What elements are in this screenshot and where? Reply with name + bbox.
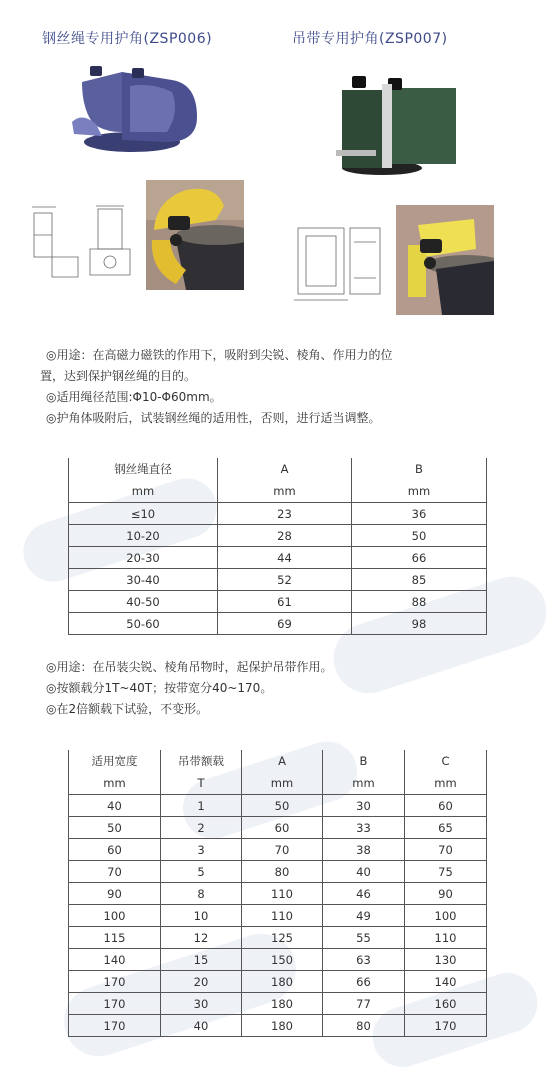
table-cell: 2 (161, 817, 242, 839)
table-cell: 55 (323, 927, 405, 949)
section-1-text (40, 345, 506, 429)
table-cell: 125 (242, 927, 323, 949)
table-row (69, 817, 487, 839)
table-cell: 40 (323, 861, 405, 883)
table-cell: 36 (352, 503, 487, 525)
table-cell: 85 (352, 569, 487, 591)
section-2-line: ◎用途：在吊装尖锐、棱角吊物时，起保护吊带作用。 (46, 660, 333, 674)
table-cell: 30 (323, 795, 405, 817)
wire-rope-spec-table (68, 458, 487, 635)
table-row (69, 949, 487, 971)
section-2-line: ◎按额载分1T~40T；按带宽分40~170。 (46, 681, 273, 695)
zsp006-usage-photo (146, 180, 244, 290)
table-cell: 20 (161, 971, 242, 993)
table-cell: 70 (242, 839, 323, 861)
table-cell: 66 (352, 547, 487, 569)
table-cell: 20-30 (69, 547, 218, 569)
table-cell: 170 (69, 1015, 161, 1037)
table-cell: 61 (218, 591, 352, 613)
table-row (69, 927, 487, 949)
table-cell: 44 (218, 547, 352, 569)
table-row (69, 591, 487, 613)
table-cell: 100 (69, 905, 161, 927)
table-row (69, 839, 487, 861)
table-header-cell: A (242, 750, 323, 772)
table-cell: 170 (405, 1015, 487, 1037)
table-cell: 130 (405, 949, 487, 971)
table-cell: 1 (161, 795, 242, 817)
table-cell: 180 (242, 1015, 323, 1037)
table-row (69, 971, 487, 993)
table-cell: 170 (69, 993, 161, 1015)
product-title-zsp006: 钢丝绳专用护角(ZSP006) (42, 31, 213, 47)
section-1-line: ◎用途：在高磁力磁铁的作用下，吸附到尖锐、棱角、作用力的位 (46, 348, 393, 362)
table-unit-cell: mm (323, 772, 405, 795)
table-row (69, 993, 487, 1015)
section-1-line: ◎护角体吸附后，试装钢丝绳的适用性，否则，进行适当调整。 (46, 411, 381, 425)
table-cell: 52 (218, 569, 352, 591)
zsp006-technical-drawing (30, 205, 138, 285)
table-cell: 110 (405, 927, 487, 949)
table-unit-cell: mm (242, 772, 323, 795)
section-2-line: ◎在2倍额载下试验，不变形。 (46, 702, 209, 716)
table-cell: 60 (405, 795, 487, 817)
table-cell: 50 (352, 525, 487, 547)
table-cell: 170 (69, 971, 161, 993)
table-row (69, 1015, 487, 1037)
table-row (69, 569, 487, 591)
table-cell: 140 (69, 949, 161, 971)
table-cell: 180 (242, 971, 323, 993)
table-cell: 75 (405, 861, 487, 883)
table-row (69, 613, 487, 635)
table-cell: 60 (69, 839, 161, 861)
table-row (69, 503, 487, 525)
table-cell: 15 (161, 949, 242, 971)
section-1-line: 置，达到保护钢丝绳的目的。 (40, 369, 197, 383)
table-unit-cell: T (161, 772, 242, 795)
table-cell: 12 (161, 927, 242, 949)
table-cell: 8 (161, 883, 242, 905)
table-cell: 30-40 (69, 569, 218, 591)
zsp006-product-photo (62, 62, 202, 162)
table-cell: 28 (218, 525, 352, 547)
table-cell: 115 (69, 927, 161, 949)
table-cell: 65 (405, 817, 487, 839)
table-cell: 5 (161, 861, 242, 883)
table-cell: 40 (69, 795, 161, 817)
table-row (69, 905, 487, 927)
table-unit-cell: mm (405, 772, 487, 795)
table-cell: 160 (405, 993, 487, 1015)
table-cell: 100 (405, 905, 487, 927)
section-2-text (46, 657, 506, 720)
section-1-line: ◎适用绳径范围:Φ10-Φ60mm。 (46, 390, 222, 404)
table-unit-cell: mm (69, 480, 218, 503)
table-cell: 69 (218, 613, 352, 635)
sling-spec-table (68, 750, 487, 1037)
table-cell: 50 (242, 795, 323, 817)
table-cell: 98 (352, 613, 487, 635)
table-unit-cell: mm (218, 480, 352, 503)
table-cell: 80 (242, 861, 323, 883)
table-cell: 70 (69, 861, 161, 883)
table-cell: 10 (161, 905, 242, 927)
table-header-cell: 吊带额载 (161, 750, 242, 772)
table-cell: 50-60 (69, 613, 218, 635)
table-unit-cell: mm (352, 480, 487, 503)
table-row (69, 795, 487, 817)
table-cell: 10-20 (69, 525, 218, 547)
table-unit-cell: mm (69, 772, 161, 795)
table-cell: 60 (242, 817, 323, 839)
table-cell: ≤10 (69, 503, 218, 525)
table-cell: 88 (352, 591, 487, 613)
zsp007-technical-drawing (288, 222, 388, 304)
table-cell: 110 (242, 883, 323, 905)
table-unit-row (69, 772, 487, 795)
table-cell: 66 (323, 971, 405, 993)
table-header-row (69, 750, 487, 772)
table-cell: 110 (242, 905, 323, 927)
table-header-cell: C (405, 750, 487, 772)
table-cell: 40-50 (69, 591, 218, 613)
table-cell: 3 (161, 839, 242, 861)
table-row (69, 861, 487, 883)
table-cell: 40 (161, 1015, 242, 1037)
zsp007-usage-photo (396, 205, 494, 315)
table-cell: 150 (242, 949, 323, 971)
table-cell: 63 (323, 949, 405, 971)
table-cell: 70 (405, 839, 487, 861)
table-header-cell: B (323, 750, 405, 772)
table-row (69, 525, 487, 547)
table-cell: 38 (323, 839, 405, 861)
table-cell: 49 (323, 905, 405, 927)
table-header-cell: B (352, 458, 487, 480)
product-title-zsp007: 吊带专用护角(ZSP007) (292, 31, 448, 47)
table-cell: 140 (405, 971, 487, 993)
table-cell: 46 (323, 883, 405, 905)
table-cell: 90 (405, 883, 487, 905)
table-cell: 90 (69, 883, 161, 905)
table-cell: 23 (218, 503, 352, 525)
table-cell: 50 (69, 817, 161, 839)
table-header-cell: 适用宽度 (69, 750, 161, 772)
table-unit-row (69, 480, 487, 503)
table-cell: 180 (242, 993, 323, 1015)
table-cell: 80 (323, 1015, 405, 1037)
table-header-row (69, 458, 487, 480)
zsp007-product-photo (332, 70, 462, 175)
table-cell: 33 (323, 817, 405, 839)
table-row (69, 883, 487, 905)
table-header-cell: 钢丝绳直径 (69, 458, 218, 480)
table-cell: 30 (161, 993, 242, 1015)
table-header-cell: A (218, 458, 352, 480)
table-cell: 77 (323, 993, 405, 1015)
table-row (69, 547, 487, 569)
